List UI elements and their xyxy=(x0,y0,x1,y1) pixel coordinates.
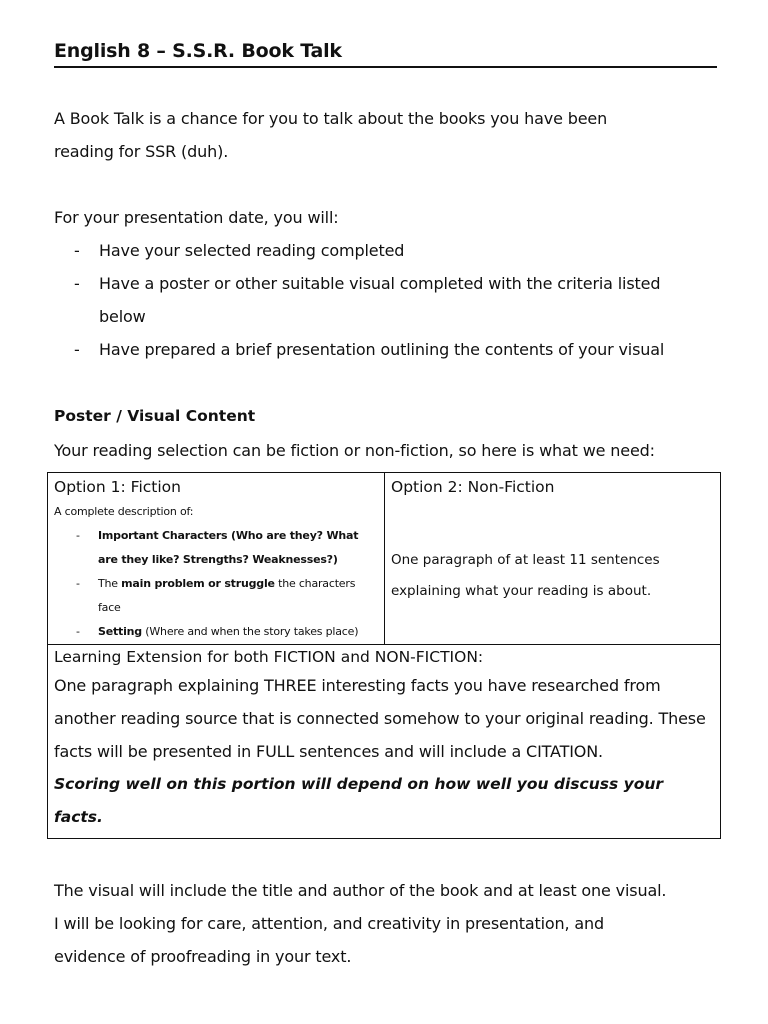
poster-intro: Your reading selection can be fiction or non-fiction, so here is what we need: xyxy=(54,441,655,460)
option1-cell xyxy=(48,473,385,645)
table-row xyxy=(48,645,721,839)
option1-item2-post: the characters face xyxy=(98,577,356,614)
option1-list xyxy=(54,524,378,644)
intro-paragraph xyxy=(54,102,724,168)
list-item xyxy=(54,620,378,644)
list-item: - Have a poster or other suitable visual completed with the criteria listed xyxy=(54,267,734,300)
option1-item1-bold: Important Characters (Who are they? What are they like? Strengths? Weaknesses?) xyxy=(98,529,359,566)
title-underline xyxy=(54,66,717,68)
option1-item2-pre: The xyxy=(98,577,122,590)
poster-heading: Poster / Visual Content xyxy=(54,407,256,425)
option1-title: Option 1: Fiction xyxy=(54,478,181,496)
list-item xyxy=(54,572,378,620)
list-item: - Have prepared a brief presentation outlining the contents of your visual xyxy=(54,333,734,366)
list-item xyxy=(54,524,378,572)
option1-item3-post: (Where and when the story takes place) xyxy=(141,625,359,638)
closing-paragraph xyxy=(54,874,724,973)
extension-emphasis: Scoring well on this portion will depend on how well you discuss your facts. xyxy=(54,775,664,826)
presentation-lead: For your presentation date, you will: xyxy=(54,208,339,227)
closing-line-1: The visual will include the title and author of the book and at least one visual. xyxy=(54,881,667,900)
presentation-list xyxy=(54,234,734,366)
option1-item3-bold: Setting xyxy=(98,625,142,638)
option1-item2-bold: main problem or struggle xyxy=(121,577,275,590)
extension-title: Learning Extension for both FICTION and NON-FICTION: xyxy=(54,648,484,666)
option2-title: Option 2: Non-Fiction xyxy=(391,478,555,496)
list-item-continuation xyxy=(54,300,734,333)
extension-cell xyxy=(48,645,721,839)
option1-lead: A complete description of: xyxy=(54,505,194,518)
list-item: - Have your selected reading completed xyxy=(54,234,734,267)
table-row xyxy=(48,473,721,645)
closing-line-3: evidence of proofreading in your text. xyxy=(54,947,352,966)
page-title: English 8 – S.S.R. Book Talk xyxy=(54,40,342,62)
option2-text: One paragraph of at least 11 sentences explaining what your reading is about. xyxy=(391,552,660,599)
intro-line-2: reading for SSR (duh). xyxy=(54,142,229,161)
options-table xyxy=(47,472,721,839)
intro-line-1: A Book Talk is a chance for you to talk about the books you have been xyxy=(54,109,608,128)
extension-text: One paragraph explaining THREE interesting facts you have researched from another reading source that is connected somehow to your original reading. These facts will be presented in FULL sentences and will include a CITATION. xyxy=(54,676,706,761)
option2-cell xyxy=(385,473,721,645)
list-item-continuation-text: below xyxy=(99,307,146,326)
closing-line-2: I will be looking for care, attention, and creativity in presentation, and xyxy=(54,914,605,933)
